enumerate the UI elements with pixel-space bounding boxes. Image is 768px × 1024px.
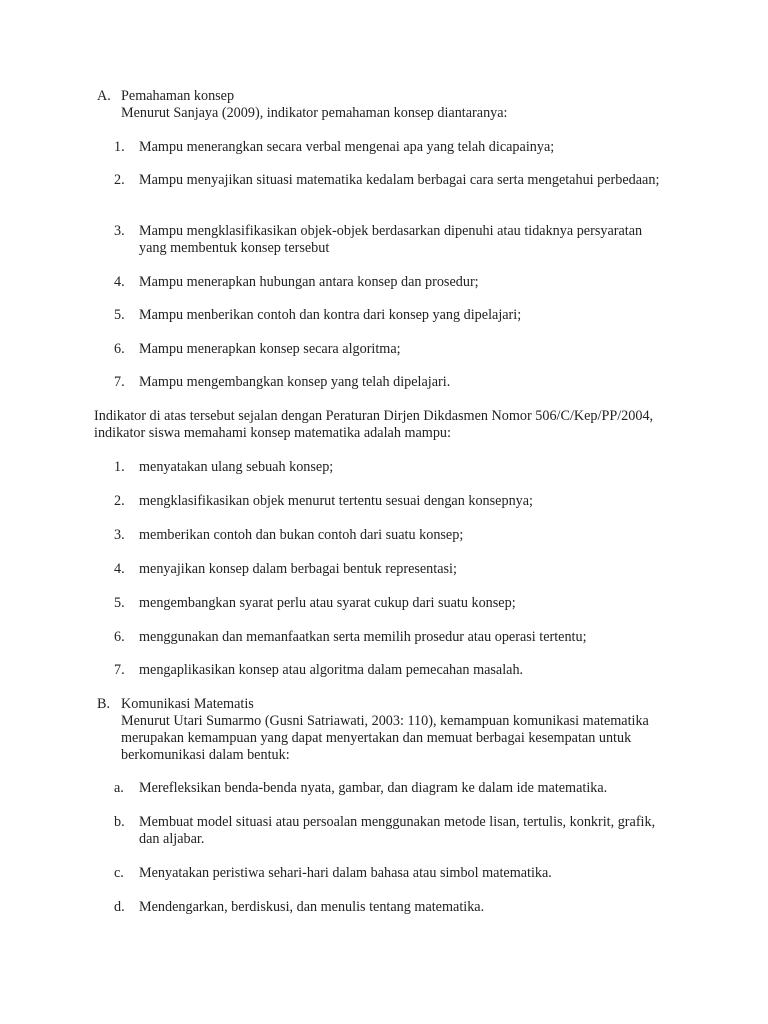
list-item-text: Mampu menerangkan secara verbal mengenai apa yang telah dicapainya; (139, 139, 555, 155)
list-marker: 2. (114, 172, 125, 188)
list-item-text: Mampu menerapkan hubungan antara konsep dan prosedur; (139, 274, 479, 290)
list-item-text: menggunakan dan memanfaatkan serta memilih prosedur atau operasi tertentu; (139, 629, 587, 645)
section-a-letter: A. (97, 88, 111, 104)
list-marker: 6. (114, 341, 125, 357)
list-marker: 3. (114, 527, 125, 543)
list-item (0, 561, 669, 578)
list-item (0, 662, 669, 679)
list-item (0, 139, 669, 156)
list-marker: c. (114, 865, 124, 881)
list-item-text: Mendengarkan, berdiskusi, dan menulis tentang matematika. (139, 899, 485, 915)
list-item (0, 780, 669, 797)
list-item (0, 899, 669, 916)
list-item (0, 459, 669, 476)
list-marker: 7. (114, 374, 125, 390)
list-item-text: Mampu mengklasifikasikan objek-objek berdasarkan dipenuhi atau tidaknya persyaratan yang membentuk konsep tersebut (139, 223, 643, 256)
list-item-text: mengembangkan syarat perlu atau syarat cukup dari suatu konsep; (139, 595, 516, 611)
list-marker: 7. (114, 662, 125, 678)
list-item-text: mengklasifikasikan objek menurut tertentu sesuai dengan konsepnya; (139, 493, 533, 509)
list-item-text: Mampu mengembangkan konsep yang telah dipelajari. (139, 374, 451, 390)
list-item-text: Mampu menberikan contoh dan kontra dari konsep yang dipelajari; (139, 307, 522, 323)
section-b-letter: B. (97, 696, 111, 712)
list-item (0, 629, 669, 646)
list-item (0, 493, 669, 510)
list-item-text: menyajikan konsep dalam berbagai bentuk representasi; (139, 561, 457, 577)
list-item-text: Mampu menyajikan situasi matematika kedalam berbagai cara serta mengetahui perbedaan; (139, 172, 660, 188)
list-item (0, 172, 669, 189)
section-b-intro: Menurut Utari Sumarmo (Gusni Satriawati, 2003: 110), kemampuan komunikasi matematika merupakan kemampuan yang dapat menyertakan dan memuat berbagai kesempatan untuk berkomunikasi dalam bentuk: (121, 713, 649, 763)
list-marker: 4. (114, 274, 125, 290)
section-a-heading (97, 88, 234, 105)
list-marker: 6. (114, 629, 125, 645)
section-b-heading (97, 696, 254, 713)
section-a-intro: Menurut Sanjaya (2009), indikator pemahaman konsep diantaranya: (121, 105, 508, 121)
list-item (0, 274, 669, 291)
list-item-text: Membuat model situasi atau persoalan menggunakan metode lisan, tertulis, konkrit, grafik, dan aljabar. (139, 814, 656, 847)
list-item (0, 307, 669, 324)
list-item-text: Mampu menerapkan konsep secara algoritma; (139, 341, 401, 357)
section-a-title: Pemahaman konsep (121, 88, 235, 104)
indikator-paragraph: Indikator di atas tersebut sejalan dengan Peraturan Dirjen Dikdasmen Nomor 506/C/Kep/PP/2004, indikator siswa memahami konsep matematika adalah mampu: (94, 408, 654, 441)
list-marker: 4. (114, 561, 125, 577)
list-item (0, 341, 669, 358)
list-item (0, 865, 669, 882)
list-item (0, 595, 669, 612)
list-marker: 1. (114, 139, 125, 155)
list-item (0, 223, 669, 257)
list-marker: b. (114, 814, 125, 830)
list-marker: 5. (114, 307, 125, 323)
list-item-text: menyatakan ulang sebuah konsep; (139, 459, 334, 475)
list-item-text: Merefleksikan benda-benda nyata, gambar, dan diagram ke dalam ide matematika. (139, 780, 608, 796)
list-marker: d. (114, 899, 125, 915)
list-item (0, 527, 669, 544)
list-marker: 3. (114, 223, 125, 239)
list-marker: 5. (114, 595, 125, 611)
list-item-text: Menyatakan peristiwa sehari-hari dalam bahasa atau simbol matematika. (139, 865, 552, 881)
list-marker: a. (114, 780, 124, 796)
list-item (0, 374, 669, 391)
list-item (0, 814, 669, 848)
list-marker: 2. (114, 493, 125, 509)
list-item-text: mengaplikasikan konsep atau algoritma dalam pemecahan masalah. (139, 662, 524, 678)
section-b-title: Komunikasi Matematis (121, 696, 254, 712)
list-item-text: memberikan contoh dan bukan contoh dari suatu konsep; (139, 527, 464, 543)
list-marker: 1. (114, 459, 125, 475)
